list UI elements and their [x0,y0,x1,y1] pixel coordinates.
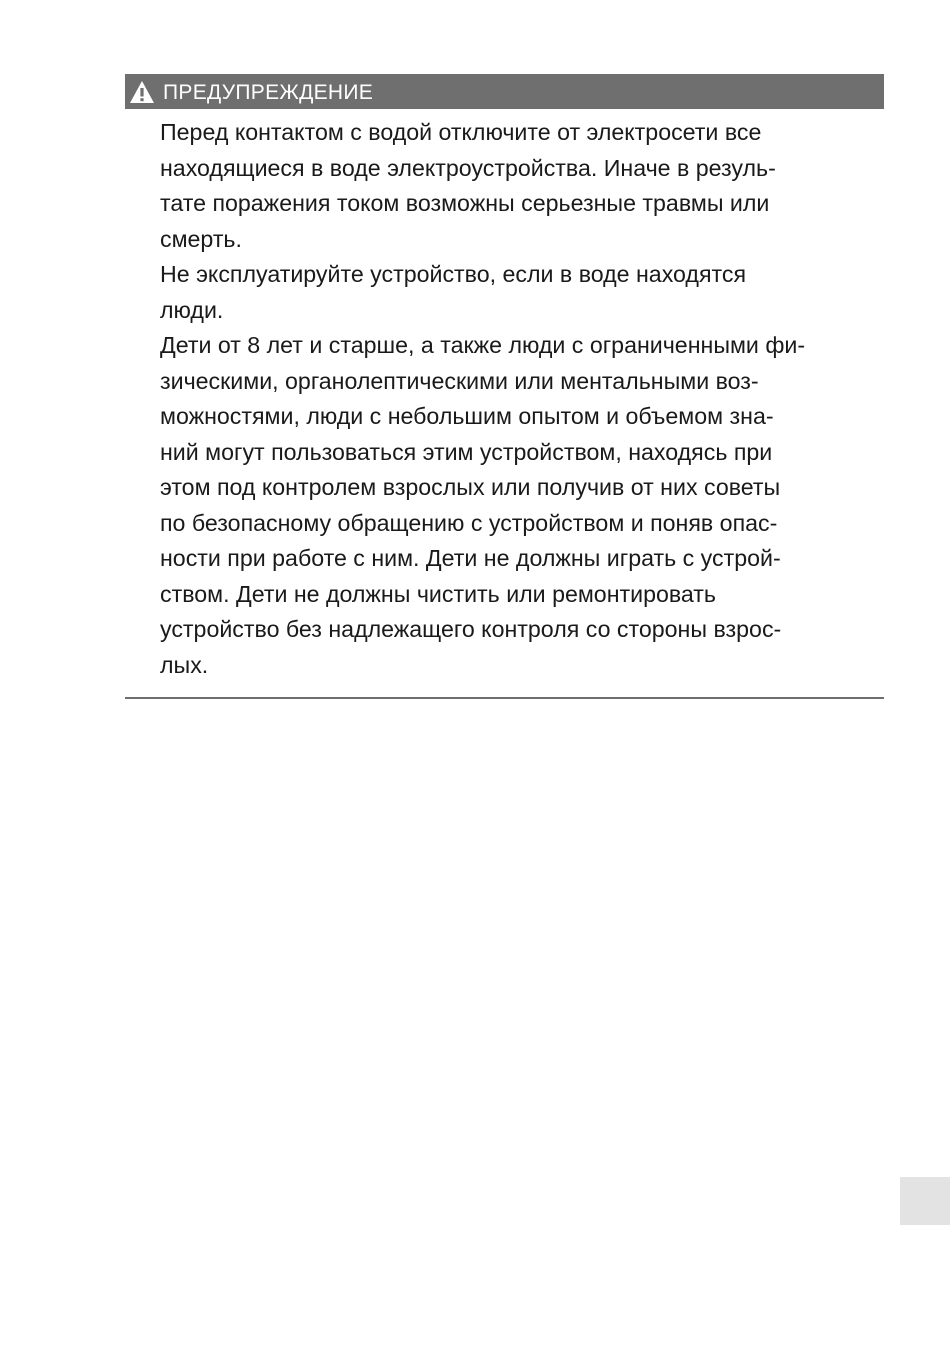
text-line: смерть. [160,225,242,252]
warning-paragraph-1 [160,115,884,257]
text-line: ности при работе с ним. Дети не должны играть с устрой- [160,545,781,571]
text-line: можностями, люди с небольшим опытом и объемом зна- [160,403,774,429]
warning-title: ПРЕДУПРЕЖДЕНИЕ [163,81,374,104]
text-line: находящиеся в воде электроустройства. Иначе в резуль- [160,154,776,181]
text-line: по безопасному обращению с устройством и поняв опас- [160,509,778,536]
text-line: Дети от 8 лет и старше, а также люди с ограниченными фи- [160,332,806,358]
text-line: лых. [160,651,209,678]
text-line: ний могут пользоваться этим устройством, находясь при [160,438,773,465]
text-line: Перед контактом с водой отключите от электросети все [160,119,762,145]
warning-paragraph-3 [160,328,884,683]
text-line: люди. [160,296,224,323]
text-line: ством. Дети не должны чистить или ремонтировать [160,580,717,607]
warning-paragraph-2 [160,257,884,328]
warning-block [125,74,884,699]
warning-triangle-icon [129,80,155,104]
warning-body [125,109,884,699]
text-line: Не эксплуатируйте устройство, если в воде находятся [160,261,747,287]
text-line: устройство без надлежащего контроля со стороны взрос- [160,616,782,642]
text-line: тате поражения током возможны серьезные травмы или [160,190,770,216]
warning-header [125,74,884,109]
text-line: этом под контролем взрослых или получив от них советы [160,474,781,500]
text-line: зическими, органолептическими или ментальными воз- [160,367,759,394]
page-edge-tab [900,1177,950,1225]
